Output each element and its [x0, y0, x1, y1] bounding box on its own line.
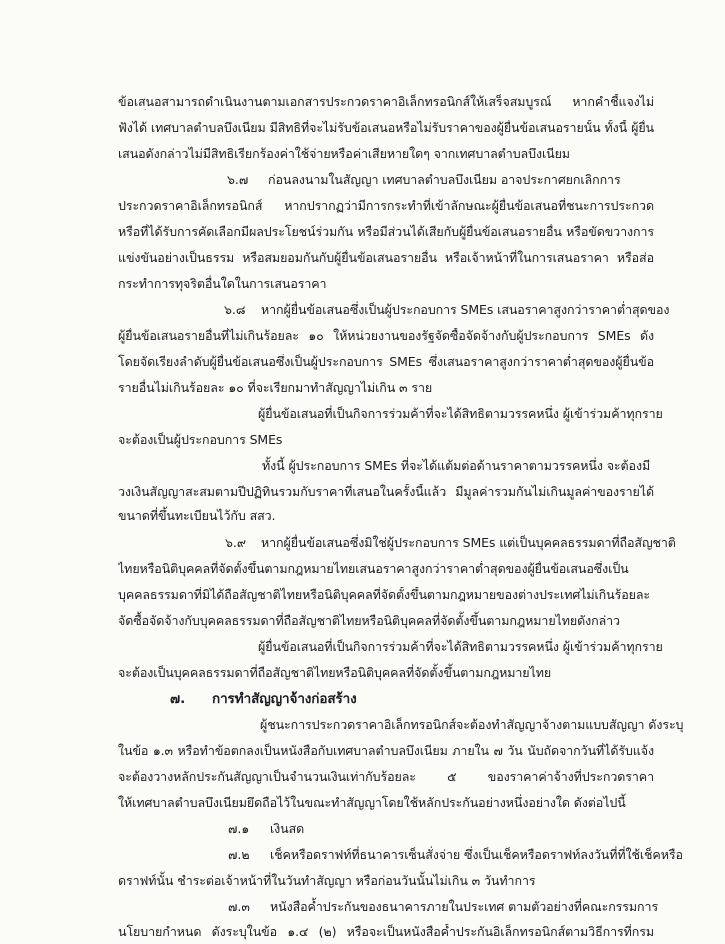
text-line: ผู้ชนะการประกวดราคาอิเล็กทรอนิกส์จะต้องทำสัญญาจ้างตามแบบสัญญา ดังระบุ: [260, 717, 684, 732]
clause-number: ๖.๘: [224, 302, 246, 317]
text-line: บุคคลธรรมดาที่มิได้ถือสัญชาติไทยหรือนิติบุคคลที่จัดตั้งขึ้นตามกฎหมายของต่างประเทศไม่เกินร้อยละ: [118, 587, 650, 602]
text-line: ทั้งนี้ ผู้ประกอบการ SMEs ที่จะได้แต้มต่อด้านราคาตามวรรคหนึ่ง จะต้องมี: [262, 458, 651, 473]
text-line: ฟังได้ เทศบาลตำบลบึงเนียม มีสิทธิที่จะไม่รับข้อเสนอหรือไม่รับราคาของผู้ยื่นข้อเสนอรายนั้น ทั้งนี้ ผู้ยื่น: [118, 120, 654, 135]
text-line: จะต้องเป็นผู้ประกอบการ SMEs: [118, 432, 283, 447]
section-number: ๗.: [170, 691, 186, 707]
text-line: ข้อเสนอสามารถดำเนินงานตามเอกสารประกวดราคาอิเล็กทรอนิกส์ให้เสร็จสมบูรณ์ หากคำชี้แจงไม่: [118, 94, 654, 109]
text-line: หนังสือค้ำประกันของธนาคารภายในประเทศ ตามตัวอย่างที่คณะกรรมการ: [270, 899, 659, 914]
text-line: ขนาดที่ขึ้นทะเบียนไว้กับ สสว.: [118, 508, 276, 523]
text-line: ผู้ยื่นข้อเสนอที่เป็นกิจการร่วมค้าที่จะได้สิทธิตามวรรคหนึ่ง ผู้เข้าร่วมค้าทุกราย: [258, 639, 663, 654]
text-line: เงินสด: [270, 821, 305, 836]
clause-number: ๗.๓: [228, 899, 250, 914]
clause-number: ๖.๙: [225, 535, 247, 550]
section-heading: การทำสัญญาจ้างก่อสร้าง: [212, 691, 357, 707]
text-line: เช็คหรือดราฟท์ที่ธนาคารเซ็นสั่งจ่าย ซึ่งเป็นเช็คหรือดราฟท์ลงวันที่ที่ใช้เช็คหรือ: [270, 847, 683, 862]
text-line: แข่งขันอย่างเป็นธรรม หรือสมยอมกันกับผู้ยื่นข้อเสนอรายอื่น หรือเจ้าหน้าที่ในการเสนอราคา หรือส่อ: [118, 250, 654, 265]
text-line: จะต้องเป็นบุคคลธรรมดาที่ถือสัญชาติไทยหรือนิติบุคคลที่จัดตั้งขึ้นตามกฎหมายไทย: [118, 665, 552, 680]
text-line: ก่อนลงนามในสัญญา เทศบาลตำบลบึงเนียม อาจประกาศยกเลิกการ: [268, 172, 621, 187]
text-line: ประกวดราคาอิเล็กทรอนิกส์ หากปรากฏว่ามีการกระทำที่เข้าลักษณะผู้ยื่นข้อเสนอที่ชนะการประกวด: [118, 198, 654, 213]
text-line: วงเงินสัญญาสะสมตามปีปฏิทินรวมกับราคาที่เสนอในครั้งนี้แล้ว มีมูลค่ารวมกันไม่เกินมูลค่าของรายได้: [118, 484, 654, 499]
text-line: รายอื่นไม่เกินร้อยละ ๑๐ ที่จะเรียกมาทำสัญญาไม่เกิน ๓ ราย: [118, 380, 433, 395]
text-line: จัดซื้อจัดจ้างกับบุคคลธรรมดาที่ถือสัญชาติไทยหรือนิติบุคคลที่จัดตั้งขึ้นตามกฎหมายไทยดังกล่าว: [118, 613, 620, 628]
text-line: ให้เทศบาลตำบลบึงเนียมยึดถือไว้ในขณะทำสัญญาโดยใช้หลักประกันอย่างหนึ่งอย่างใด ดังต่อไปนี้: [118, 795, 626, 810]
clause-number: ๖.๗: [227, 172, 249, 187]
text-line: ในข้อ ๑.๓ หรือทำข้อตกลงเป็นหนังสือกับเทศบาลตำบลบึงเนียม ภายใน ๗ วัน นับถัดจากวันที่ได้รับแจ้ง: [118, 743, 654, 758]
text-line: ดราฟท์นั้น ชำระต่อเจ้าหน้าที่ในวันทำสัญญา หรือก่อนวันนั้นไม่เกิน ๓ วันทำการ: [118, 873, 536, 888]
text-line: เสนอดังกล่าวไม่มีสิทธิเรียกร้องค่าใช้จ่ายหรือค่าเสียหายใดๆ จากเทศบาลตำบลบึงเนียม: [118, 146, 570, 161]
text-line: ไทยหรือนิติบุคคลที่จัดตั้งขึ้นตามกฎหมายไทยเสนอราคาสูงกว่าราคาต่ำสุดของผู้ยื่นข้อเสนอซึ่งเป็น: [118, 561, 629, 576]
clause-number: ๗.๒: [228, 847, 250, 862]
text-line: กระทำการทุจริตอื่นใดในการเสนอราคา: [118, 276, 327, 291]
clause-number: ๗.๑: [228, 821, 250, 836]
text-line: หรือที่ได้รับการคัดเลือกมีผลประโยชน์ร่วมกัน หรือมีส่วนได้เสียกับผู้ยื่นข้อเสนอรายอื่น หรือขัดขวางการ: [118, 224, 654, 239]
text-line: ผู้ยื่นข้อเสนอรายอื่นที่ไม่เกินร้อยละ ๑๐ ให้หน่วยงานของรัฐจัดซื้อจัดจ้างกับผู้ประกอบการ SMEs ดัง: [118, 328, 654, 343]
text-line: หากผู้ยื่นข้อเสนอซึ่งเป็นผู้ประกอบการ SMEs เสนอราคาสูงกว่าราคาต่ำสุดของ: [261, 302, 670, 317]
text-line: หากผู้ยื่นข้อเสนอซึ่งมิใช่ผู้ประกอบการ SMEs แต่เป็นบุคคลธรรมดาที่ถือสัญชาติ: [261, 535, 676, 550]
text-line: นโยบายกำหนด ดังระบุในข้อ ๑.๔ (๒) หรือจะเป็นหนังสือค้ำประกันอิเล็กทรอนิกส์ตามวิธีการที่กรม: [118, 924, 654, 939]
text-line: จะต้องวางหลักประกันสัญญาเป็นจำนวนเงินเท่ากับร้อยละ ๕ ของราคาค่าจ้างที่ประกวดราคา: [118, 769, 654, 784]
text-line: ผู้ยื่นข้อเสนอที่เป็นกิจการร่วมค้าที่จะได้สิทธิตามวรรคหนึ่ง ผู้เข้าร่วมค้าทุกราย: [258, 406, 663, 421]
text-line: โดยจัดเรียงลำดับผู้ยื่นข้อเสนอซึ่งเป็นผู้ประกอบการ SMEs ซึ่งเสนอราคาสูงกว่าราคาต่ำสุดของผู้ยื่นข้อ: [118, 354, 654, 369]
